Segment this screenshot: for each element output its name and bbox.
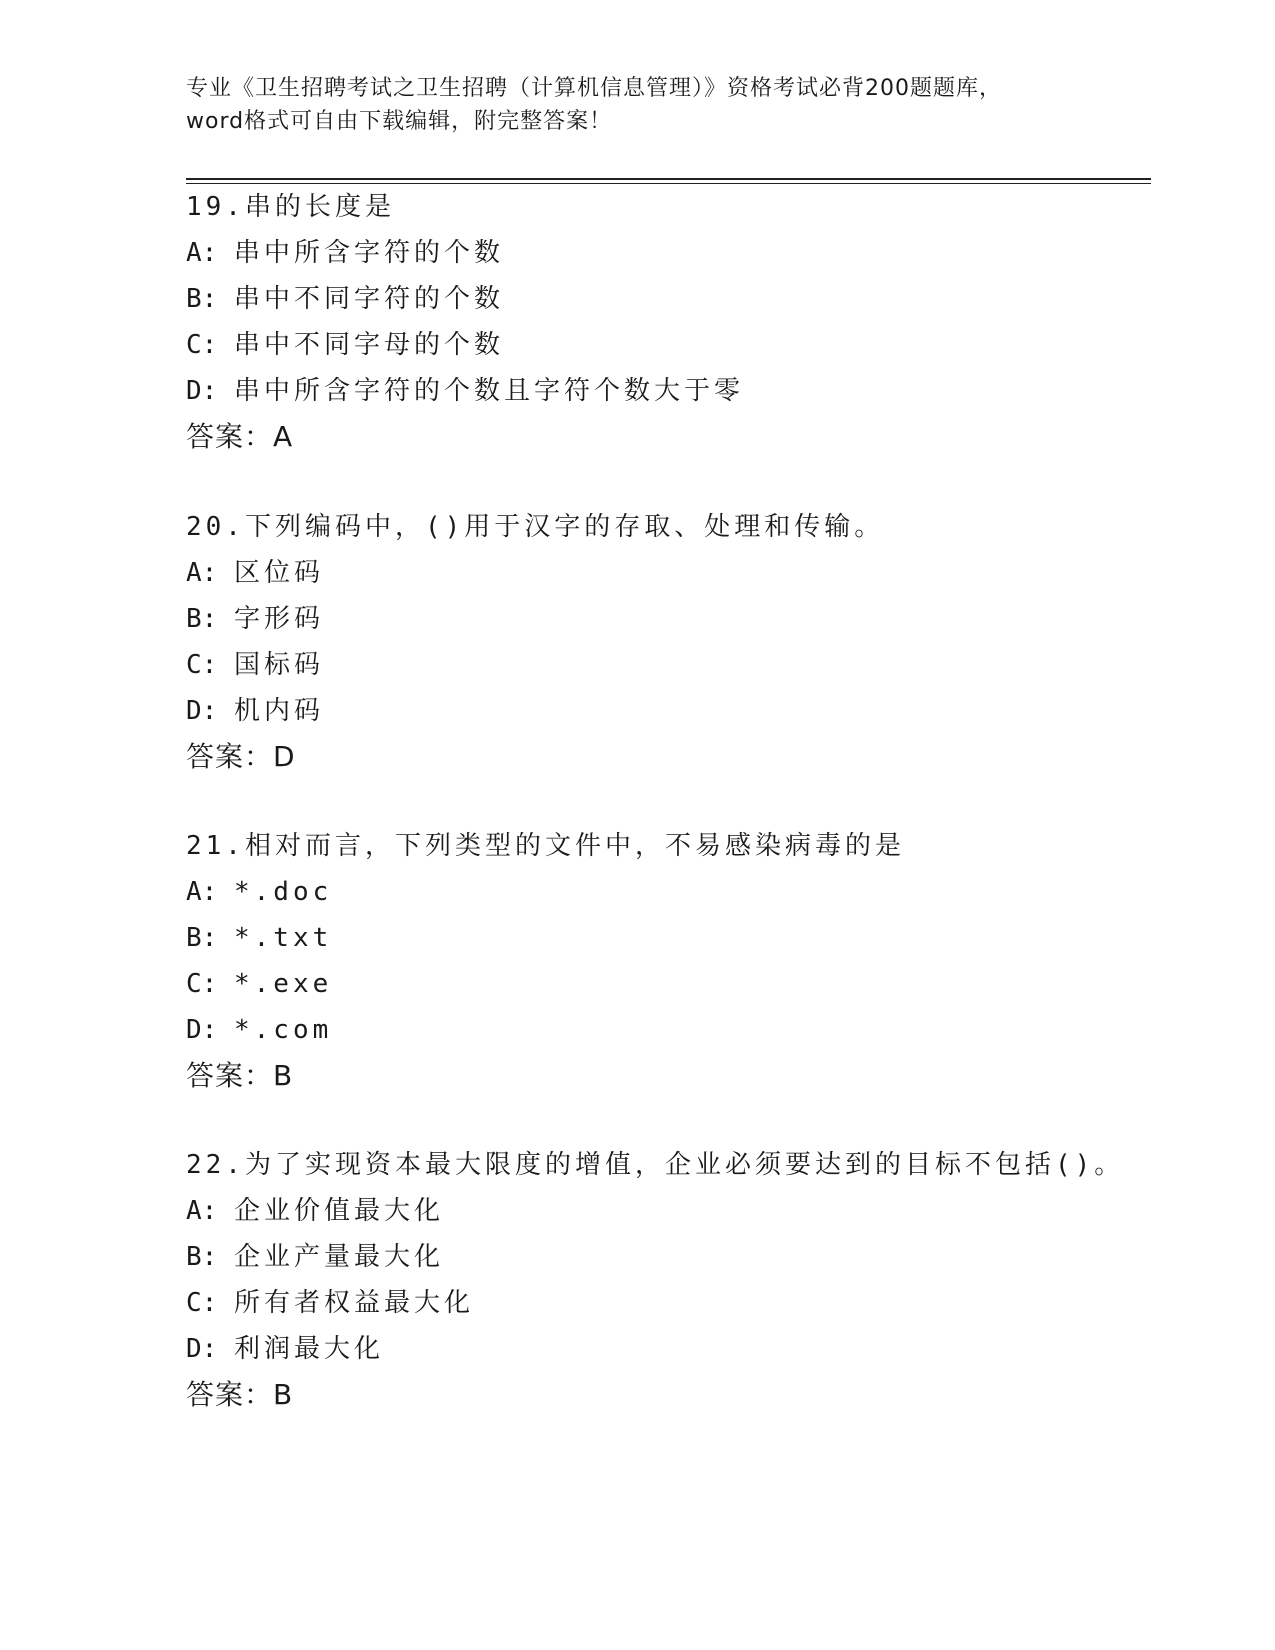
question-stem: 20.下列编码中，()用于汉字的存取、处理和传输。 (186, 512, 885, 542)
option-text: *.exe (234, 969, 333, 999)
option-c (186, 961, 1186, 1007)
option-letter: C: (186, 330, 218, 360)
header-divider-thick (186, 178, 1151, 180)
header-title-line-1: 专业《卫生招聘考试之卫生招聘（计算机信息管理）》资格考试必背200题题库， (186, 76, 1002, 101)
option-letter: B: (186, 1242, 218, 1272)
option-text: 区位码 (234, 558, 325, 588)
option-letter: D: (186, 1334, 218, 1364)
option-b (186, 1234, 1186, 1280)
option-d (186, 1007, 1186, 1053)
option-letter: B: (186, 604, 218, 634)
question-20 (186, 504, 1186, 780)
option-letter: A: (186, 238, 218, 268)
option-c (186, 322, 1186, 368)
option-letter: D: (186, 1015, 218, 1045)
option-text: 串中不同字符的个数 (234, 284, 505, 314)
option-letter: C: (186, 1288, 218, 1318)
option-d (186, 688, 1186, 734)
option-text: 企业产量最大化 (234, 1242, 445, 1272)
question-21 (186, 823, 1186, 1099)
question-stem: 19.串的长度是 (186, 192, 395, 222)
option-b (186, 276, 1186, 322)
option-text: 企业价值最大化 (234, 1196, 445, 1226)
option-letter: A: (186, 877, 218, 907)
question-19 (186, 184, 1186, 460)
answer-line: 答案：D (186, 740, 296, 773)
answer-line: 答案：A (186, 420, 294, 453)
option-text: 国标码 (234, 650, 325, 680)
option-text: 所有者权益最大化 (234, 1288, 475, 1318)
option-b (186, 915, 1186, 961)
option-text: 串中所含字符的个数且字符个数大于零 (234, 376, 745, 406)
option-text: 串中所含字符的个数 (234, 238, 505, 268)
option-d (186, 1326, 1186, 1372)
option-text: *.com (234, 1015, 333, 1045)
option-text: 机内码 (234, 696, 325, 726)
option-text: *.doc (234, 877, 333, 907)
option-d (186, 368, 1186, 414)
answer-line: 答案：B (186, 1059, 294, 1092)
option-letter: B: (186, 923, 218, 953)
option-text: 串中不同字母的个数 (234, 330, 505, 360)
option-a (186, 1188, 1186, 1234)
option-a (186, 869, 1186, 915)
question-stem: 21.相对而言，下列类型的文件中，不易感染病毒的是 (186, 831, 905, 861)
answer-line: 答案：B (186, 1378, 294, 1411)
option-b (186, 596, 1186, 642)
option-letter: A: (186, 1196, 218, 1226)
question-22 (186, 1142, 1186, 1418)
option-letter: A: (186, 558, 218, 588)
option-c (186, 642, 1186, 688)
option-text: 字形码 (234, 604, 325, 634)
option-letter: C: (186, 969, 218, 999)
option-letter: B: (186, 284, 218, 314)
question-stem: 22.为了实现资本最大限度的增值，企业必须要达到的目标不包括()。 (186, 1150, 1125, 1180)
option-a (186, 550, 1186, 596)
option-letter: C: (186, 650, 218, 680)
option-text: 利润最大化 (234, 1334, 385, 1364)
header-title-line-2: word格式可自由下载编辑，附完整答案！ (186, 109, 613, 134)
option-letter: D: (186, 376, 218, 406)
option-c (186, 1280, 1186, 1326)
option-letter: D: (186, 696, 218, 726)
option-a (186, 230, 1186, 276)
document-header (186, 72, 1086, 138)
option-text: *.txt (234, 923, 333, 953)
